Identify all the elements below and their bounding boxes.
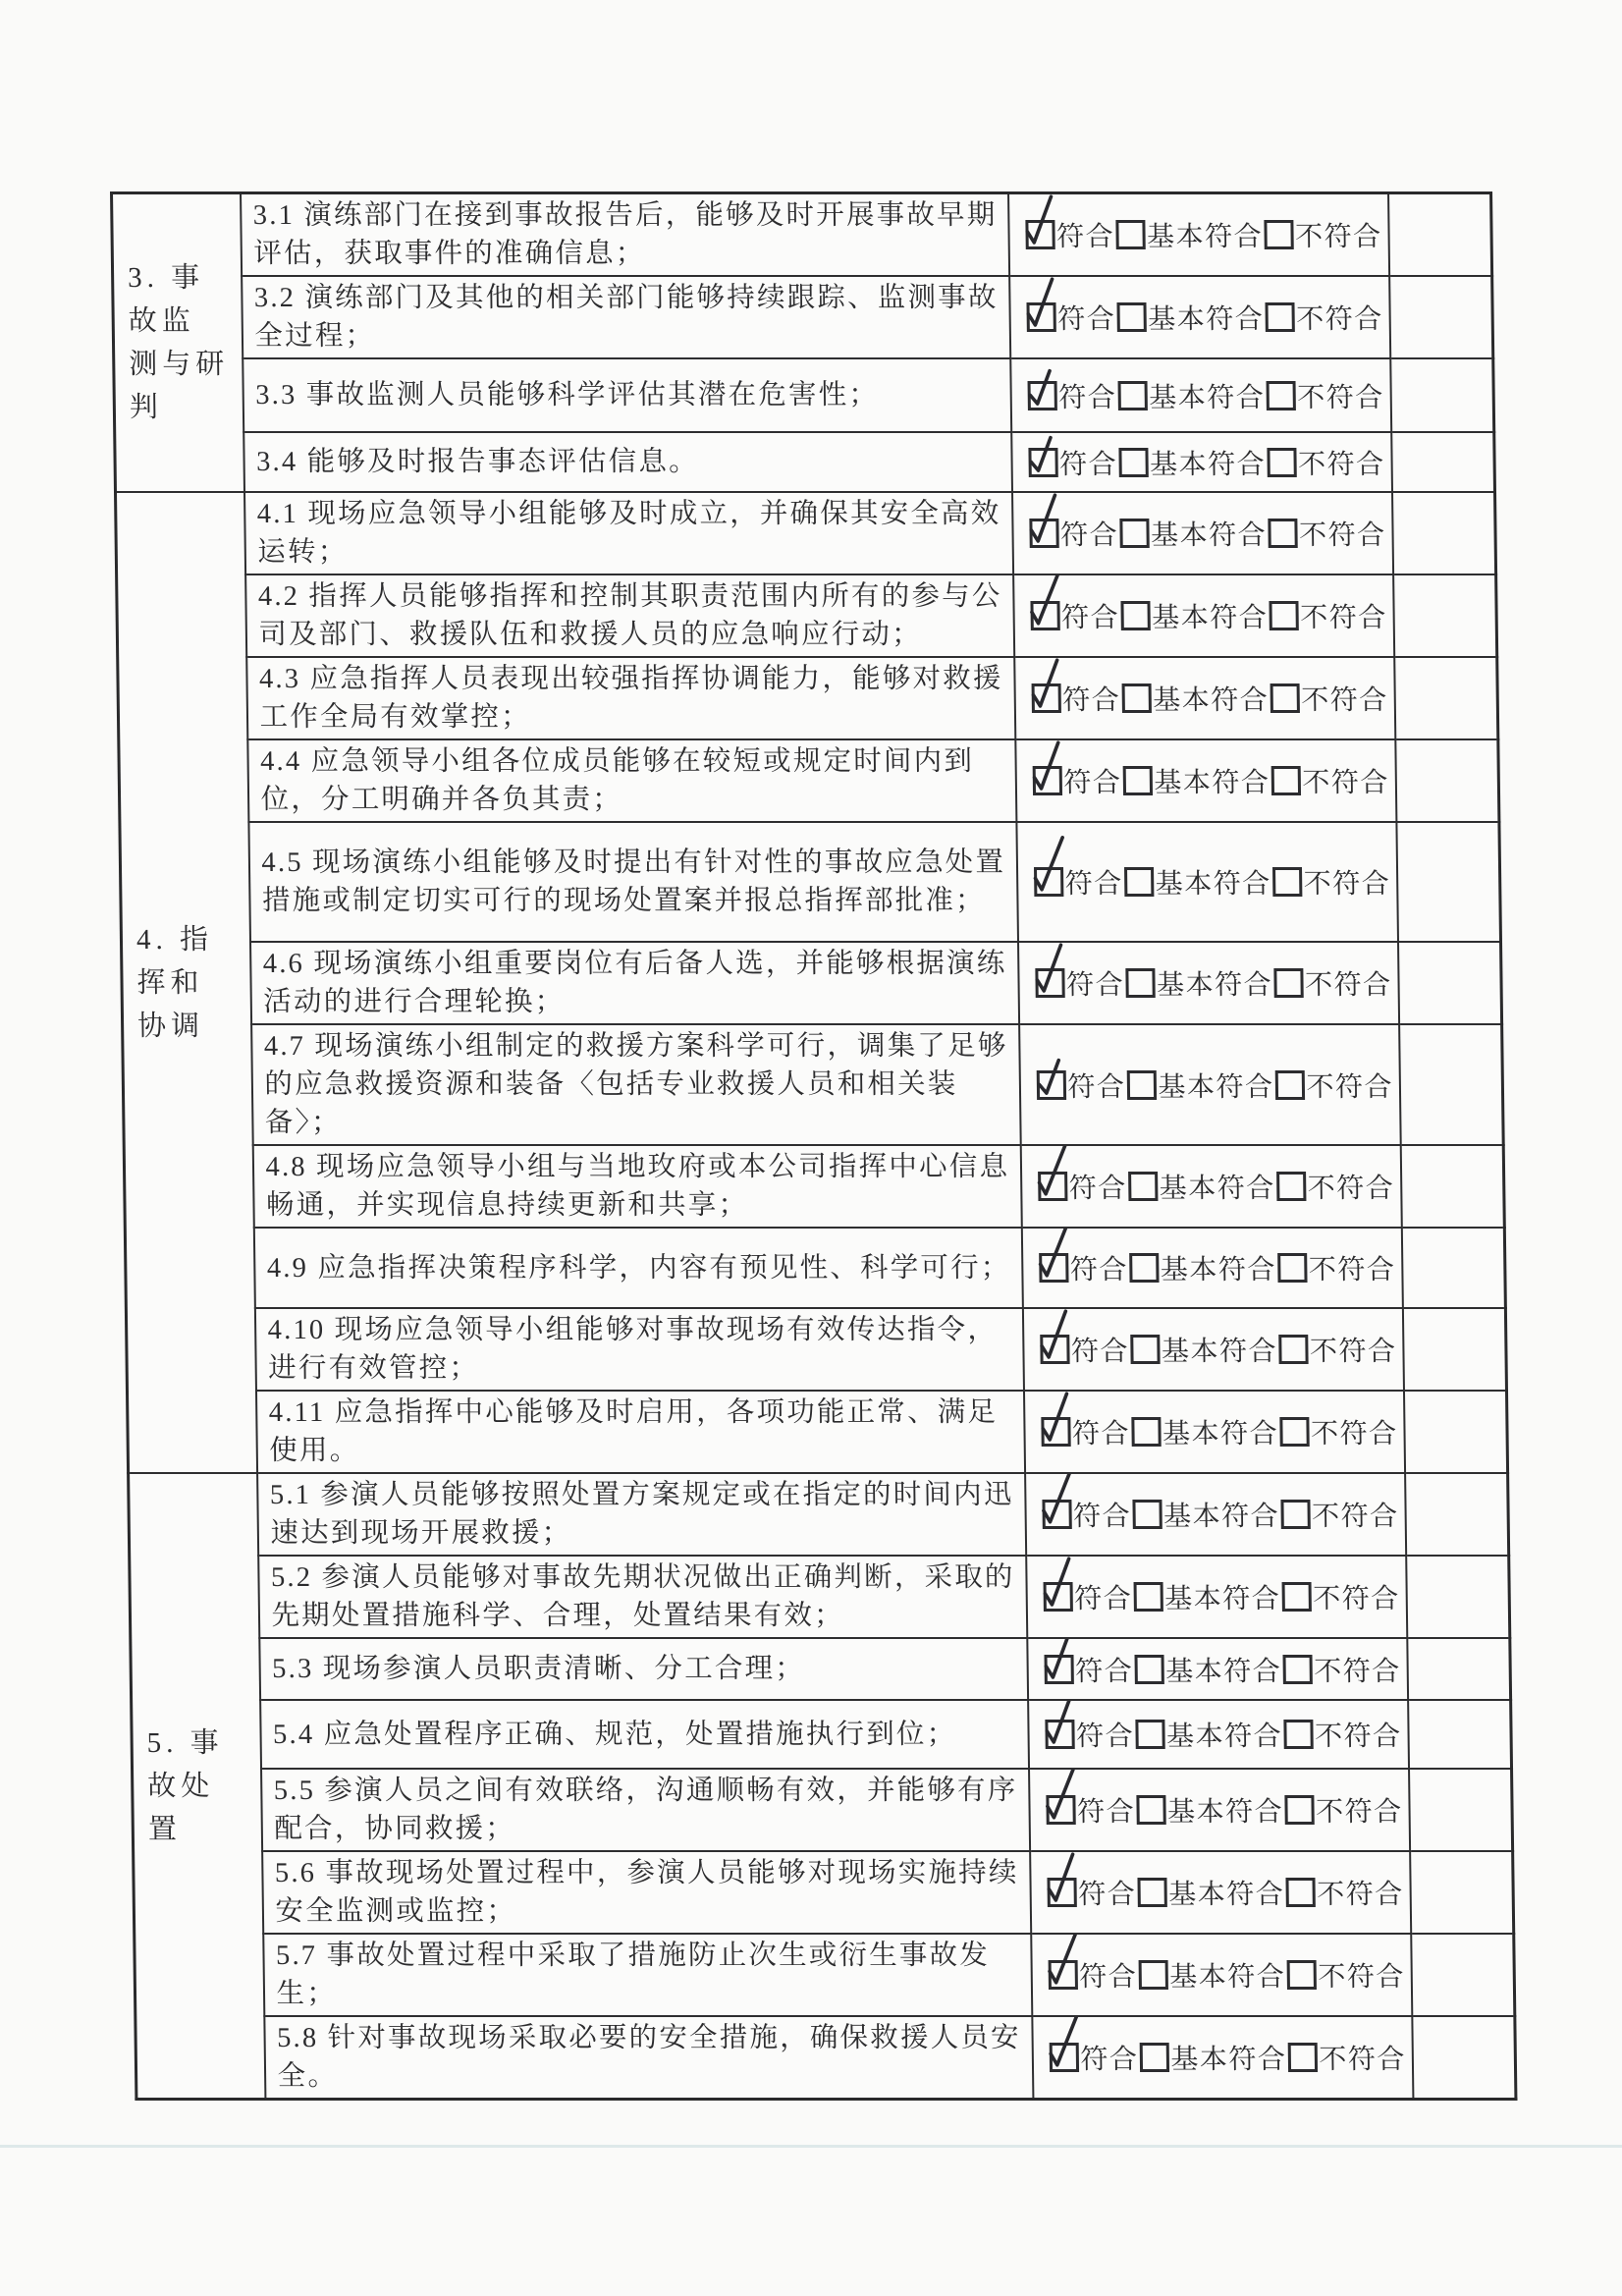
option-label-not: 不符合	[1309, 1337, 1397, 1367]
row-4-6	[122, 942, 1502, 1024]
blank-cell	[1409, 1769, 1513, 1851]
checkbox-basic	[1134, 1655, 1163, 1684]
blank-cell	[1389, 276, 1493, 358]
row-3-2	[113, 276, 1493, 358]
blank-cell	[1399, 1024, 1504, 1145]
option-label-basic: 基本符合	[1166, 1797, 1284, 1828]
compliance-options	[1008, 193, 1389, 277]
checkbox-full-checked	[1049, 2043, 1078, 2072]
checkbox-full-checked	[1031, 683, 1060, 713]
blank-cell	[1390, 358, 1494, 432]
compliance-options	[1030, 1851, 1411, 1934]
blank-cell	[1396, 822, 1501, 942]
checkbox-not	[1283, 1720, 1313, 1749]
item-text: 5.3 现场参演人员职责清晰、分工合理；	[259, 1638, 1028, 1700]
option-label-basic: 基本符合	[1153, 685, 1270, 716]
option-label-full: 符合	[1074, 1584, 1133, 1614]
checkbox-basic	[1124, 867, 1154, 897]
compliance-options	[1020, 1145, 1401, 1228]
checkbox-not	[1286, 1960, 1316, 1990]
checkbox-not	[1264, 220, 1293, 249]
checkbox-basic	[1118, 448, 1148, 477]
option-label-basic: 基本符合	[1152, 603, 1269, 633]
checkbox-basic	[1133, 1582, 1162, 1612]
item-text: 3.2 演练部门及其他的相关部门能够持续跟踪、监测事故全过程；	[242, 276, 1010, 358]
checkbox-basic	[1128, 1172, 1158, 1201]
blank-cell	[1393, 574, 1497, 657]
checkbox-basic	[1125, 968, 1155, 998]
option-label-not: 不符合	[1314, 1656, 1401, 1687]
checkbox-full-checked	[1047, 1878, 1076, 1907]
row-5-4	[132, 1700, 1512, 1769]
option-label-basic: 基本符合	[1165, 1656, 1282, 1687]
option-label-basic: 基本符合	[1159, 1174, 1276, 1204]
item-text: 4.11 应急指挥中心能够及时启用，各项功能正常、满足使用。	[255, 1391, 1024, 1473]
option-label-full: 符合	[1063, 768, 1122, 798]
option-label-not: 不符合	[1318, 1962, 1406, 1993]
option-label-basic: 基本符合	[1162, 1419, 1279, 1449]
checkbox-full-checked	[1029, 519, 1058, 548]
compliance-options	[1011, 432, 1392, 492]
option-label-not: 不符合	[1300, 603, 1387, 633]
option-label-full: 符合	[1076, 1797, 1136, 1828]
item-text: 4.5 现场演练小组能够及时提出有针对性的事故应急处置措施或制定切实可行的现场处置案并报总指挥部批准；	[248, 822, 1018, 942]
checkbox-basic	[1117, 381, 1147, 410]
checkbox-full-checked	[1030, 601, 1059, 630]
checkbox-full-checked	[1044, 1655, 1073, 1684]
row-4-9	[125, 1228, 1505, 1308]
blank-cell	[1403, 1391, 1507, 1473]
checkbox-full-checked	[1034, 867, 1063, 897]
checkbox-full-checked	[1027, 381, 1056, 410]
row-5-5	[133, 1769, 1513, 1851]
checkbox-not	[1285, 1878, 1315, 1907]
row-4-10	[126, 1308, 1506, 1391]
row-3-3	[114, 358, 1494, 432]
option-label-not: 不符合	[1310, 1419, 1398, 1449]
checkbox-full-checked	[1025, 220, 1054, 249]
checkbox-full-checked	[1036, 1070, 1065, 1100]
item-text: 3.1 演练部门在接到事故报告后，能够及时开展事故早期评估，获取事件的准确信息；	[241, 193, 1009, 277]
option-label-not: 不符合	[1298, 520, 1386, 551]
option-label-not: 不符合	[1303, 869, 1391, 900]
category-cell: 3. 事故监 测与研判	[112, 193, 244, 493]
compliance-options	[1009, 276, 1390, 358]
option-label-full: 符合	[1070, 1337, 1130, 1367]
checkbox-basic	[1126, 1070, 1156, 1100]
row-5-1	[129, 1473, 1509, 1556]
compliance-options	[1029, 1769, 1410, 1851]
compliance-options	[1018, 942, 1399, 1024]
checkbox-not	[1273, 968, 1303, 998]
row-5-3	[131, 1638, 1511, 1700]
checkbox-basic	[1120, 601, 1150, 630]
category-cell: 5. 事故处 置	[129, 1473, 265, 2100]
item-text: 4.4 应急领导小组各位成员能够在较短或规定时间内到位，分工明确并各负其责；	[247, 739, 1016, 822]
option-label-basic: 基本符合	[1150, 520, 1268, 551]
option-label-not: 不符合	[1302, 768, 1390, 798]
checkbox-not	[1279, 1417, 1309, 1447]
compliance-options	[1031, 1934, 1412, 2016]
blank-cell	[1400, 1145, 1504, 1228]
row-4-11	[127, 1391, 1507, 1473]
item-text: 4.10 现场应急领导小组能够对事故现场有效传达指令，进行有效管控；	[254, 1308, 1023, 1391]
option-label-not: 不符合	[1297, 449, 1385, 480]
option-label-basic: 基本符合	[1149, 382, 1266, 413]
option-label-full: 符合	[1078, 1880, 1137, 1910]
evaluation-table	[110, 191, 1517, 2101]
option-label-basic: 基本符合	[1158, 1071, 1274, 1103]
option-label-basic: 基本符合	[1148, 304, 1265, 335]
option-label-basic: 基本符合	[1162, 1502, 1280, 1532]
option-label-full: 符合	[1058, 449, 1118, 480]
checkbox-not	[1276, 1172, 1306, 1201]
option-label-basic: 基本符合	[1170, 2045, 1287, 2075]
option-label-full: 符合	[1079, 1962, 1138, 1993]
item-text: 4.9 应急指挥决策程序科学，内容有预见性、科学可行；	[253, 1228, 1022, 1308]
blank-cell	[1410, 1851, 1514, 1934]
checkbox-basic	[1136, 1795, 1165, 1825]
checkbox-full-checked	[1048, 1960, 1077, 1990]
compliance-options	[1025, 1473, 1406, 1556]
compliance-options	[1021, 1228, 1402, 1308]
checkbox-not	[1287, 2043, 1317, 2072]
checkbox-not	[1280, 1500, 1310, 1529]
checkbox-not	[1284, 1795, 1314, 1825]
option-label-not: 不符合	[1296, 304, 1383, 335]
compliance-options	[1014, 657, 1395, 739]
checkbox-not	[1272, 867, 1302, 897]
blank-cell	[1411, 1934, 1515, 2016]
checkbox-basic	[1131, 1417, 1161, 1447]
option-label-not: 不符合	[1307, 1174, 1395, 1204]
checkbox-full-checked	[1026, 302, 1055, 332]
item-text: 5.1 参演人员能够按照处置方案规定或在指定的时间内迅速达到现场开展救援；	[257, 1473, 1026, 1556]
checkbox-basic	[1137, 1878, 1166, 1907]
blank-cell	[1395, 739, 1499, 822]
option-label-not: 不符合	[1294, 222, 1382, 252]
option-label-full: 符合	[1062, 685, 1121, 716]
blank-cell	[1402, 1308, 1506, 1391]
item-text: 5.7 事故处置过程中采取了措施防止次生或衍生事故发生；	[263, 1934, 1032, 2016]
option-label-not: 不符合	[1297, 382, 1384, 413]
checkbox-not	[1266, 381, 1295, 410]
checkbox-basic	[1132, 1500, 1162, 1529]
option-label-not: 不符合	[1306, 1071, 1394, 1103]
option-label-full: 符合	[1055, 222, 1115, 252]
blank-cell	[1401, 1228, 1505, 1308]
compliance-options	[1010, 358, 1391, 432]
checkbox-not	[1267, 448, 1296, 477]
option-label-not: 不符合	[1317, 1880, 1404, 1910]
checkbox-not	[1265, 302, 1294, 332]
checkbox-basic	[1121, 683, 1151, 713]
checkbox-not	[1269, 601, 1298, 630]
checkbox-not	[1277, 1253, 1307, 1283]
row-3-4	[115, 432, 1495, 492]
option-label-full: 符合	[1057, 304, 1116, 335]
option-label-full: 符合	[1067, 1071, 1126, 1103]
item-text: 4.8 现场应急领导小组与当地玫府或本公司指挥中心信息畅通，并实现信息持续更新和共享；	[252, 1145, 1021, 1228]
item-text: 4.7 现场演练小组制定的救援方案科学可行，调集了足够的应急救援资源和装备〈包括专业救援人员和相关装备〉；	[251, 1024, 1021, 1145]
compliance-options	[1012, 492, 1393, 574]
option-label-basic: 基本符合	[1164, 1584, 1281, 1614]
option-label-basic: 基本符合	[1155, 869, 1271, 900]
row-4-4	[119, 739, 1499, 822]
checkbox-basic	[1139, 2043, 1168, 2072]
option-label-full: 符合	[1069, 1255, 1129, 1285]
checkbox-full-checked	[1032, 766, 1061, 795]
row-4-1	[116, 492, 1496, 574]
blank-cell	[1394, 657, 1498, 739]
checkbox-full-checked	[1039, 1253, 1068, 1283]
blank-cell	[1412, 2016, 1516, 2100]
option-label-basic: 基本符合	[1161, 1337, 1278, 1367]
checkbox-not	[1274, 1070, 1304, 1100]
option-label-full: 符合	[1064, 869, 1123, 900]
blank-cell	[1392, 492, 1496, 574]
option-label-basic: 基本符合	[1149, 449, 1267, 480]
blank-cell	[1398, 942, 1502, 1024]
option-label-not: 不符合	[1319, 2045, 1407, 2075]
blank-cell	[1408, 1700, 1512, 1769]
option-label-full: 符合	[1075, 1656, 1134, 1687]
item-text: 4.6 现场演练小组重要岗位有后备人选，并能够根据演练活动的进行合理轮换；	[250, 942, 1019, 1024]
option-label-not: 不符合	[1301, 685, 1389, 716]
row-5-8	[135, 2016, 1516, 2100]
option-label-basic: 基本符合	[1146, 222, 1264, 252]
checkbox-basic	[1130, 1335, 1160, 1364]
checkbox-basic	[1135, 1720, 1164, 1749]
row-4-7	[123, 1024, 1504, 1145]
checkbox-basic	[1138, 1960, 1167, 1990]
blank-cell	[1407, 1638, 1511, 1700]
row-4-3	[118, 657, 1498, 739]
checkbox-not	[1278, 1335, 1308, 1364]
row-4-2	[117, 574, 1497, 657]
checkbox-full-checked	[1041, 1417, 1070, 1447]
compliance-options	[1032, 2016, 1413, 2100]
compliance-options	[1023, 1391, 1404, 1473]
checkbox-basic	[1116, 302, 1146, 332]
checkbox-full-checked	[1035, 968, 1064, 998]
checkbox-not	[1271, 766, 1300, 795]
compliance-options	[1016, 822, 1398, 942]
option-label-basic: 基本符合	[1156, 970, 1273, 1001]
row-5-6	[134, 1851, 1514, 1934]
option-label-basic: 基本符合	[1169, 1962, 1286, 1993]
item-text: 5.8 针对事故现场采取必要的安全措施，确保救援人员安全。	[264, 2016, 1033, 2100]
blank-cell	[1388, 193, 1492, 277]
option-label-not: 不符合	[1308, 1255, 1396, 1285]
compliance-options	[1028, 1700, 1409, 1769]
option-label-basic: 基本符合	[1168, 1880, 1285, 1910]
option-label-full: 符合	[1075, 1722, 1135, 1752]
option-label-not: 不符合	[1313, 1584, 1401, 1614]
checkbox-full-checked	[1028, 448, 1057, 477]
checkbox-basic	[1119, 519, 1149, 548]
checkbox-not	[1281, 1582, 1311, 1612]
row-4-8	[124, 1145, 1504, 1228]
compliance-options	[1019, 1024, 1401, 1145]
checkbox-not	[1270, 683, 1299, 713]
compliance-options	[1026, 1556, 1407, 1638]
checkbox-basic	[1122, 766, 1152, 795]
item-text: 5.6 事故现场处置过程中，参演人员能够对现场实施持续安全监测或监控；	[262, 1851, 1031, 1934]
item-text: 3.3 事故监测人员能够科学评估其潜在危害性；	[243, 358, 1011, 432]
compliance-options	[1015, 739, 1396, 822]
option-label-not: 不符合	[1314, 1722, 1402, 1752]
item-text: 5.4 应急处置程序正确、规范，处置措施执行到位；	[260, 1700, 1029, 1769]
option-label-basic: 基本符合	[1154, 768, 1271, 798]
checkbox-basic	[1115, 220, 1145, 249]
blank-cell	[1391, 432, 1495, 492]
compliance-options	[1022, 1308, 1403, 1391]
option-label-full: 符合	[1071, 1419, 1131, 1449]
option-label-full: 符合	[1080, 2045, 1139, 2075]
blank-cell	[1406, 1556, 1510, 1638]
item-text: 5.2 参演人员能够对事故先期状况做出正确判断，采取的先期处置措施科学、合理，处置结果有效；	[258, 1556, 1027, 1638]
option-label-full: 符合	[1058, 382, 1117, 413]
option-label-basic: 基本符合	[1165, 1722, 1283, 1752]
option-label-not: 不符合	[1315, 1797, 1403, 1828]
item-text: 4.2 指挥人员能够指挥和控制其职责范围内所有的参与公司及部门、救援队伍和救援人员的应急响应行动；	[245, 574, 1014, 657]
row-3-1	[112, 193, 1492, 277]
compliance-options	[1013, 574, 1394, 657]
item-text: 4.3 应急指挥人员表现出较强指挥协调能力，能够对救援工作全局有效掌控；	[246, 657, 1015, 739]
option-label-full: 符合	[1059, 520, 1119, 551]
row-5-7	[135, 1934, 1515, 2016]
option-label-full: 符合	[1072, 1502, 1132, 1532]
checkbox-full-checked	[1043, 1582, 1072, 1612]
option-label-full: 符合	[1060, 603, 1120, 633]
scanner-artifact-line	[0, 2145, 1622, 2148]
checkbox-not	[1268, 519, 1297, 548]
option-label-basic: 基本符合	[1160, 1255, 1277, 1285]
item-text: 5.5 参演人员之间有效联络，沟通顺畅有效，并能够有序配合，协同救援；	[261, 1769, 1030, 1851]
compliance-options	[1027, 1638, 1408, 1700]
option-label-full: 符合	[1065, 970, 1125, 1001]
option-label-not: 不符合	[1311, 1502, 1399, 1532]
checkbox-full-checked	[1046, 1795, 1075, 1825]
checkbox-full-checked	[1045, 1720, 1074, 1749]
checkbox-full-checked	[1042, 1500, 1071, 1529]
blank-cell	[1405, 1473, 1509, 1556]
checkbox-full-checked	[1038, 1172, 1067, 1201]
item-text: 4.1 现场应急领导小组能够及时成立，并确保其安全高效运转；	[244, 492, 1013, 574]
category-cell: 4. 指挥和 协调	[116, 492, 257, 1473]
checkbox-full-checked	[1040, 1335, 1069, 1364]
checkbox-not	[1282, 1655, 1312, 1684]
item-text: 3.4 能够及时报告事态评估信息。	[243, 432, 1012, 492]
row-5-2	[130, 1556, 1510, 1638]
checkbox-basic	[1129, 1253, 1159, 1283]
row-4-5	[120, 822, 1501, 942]
option-label-not: 不符合	[1304, 970, 1392, 1001]
option-label-full: 符合	[1068, 1174, 1128, 1204]
